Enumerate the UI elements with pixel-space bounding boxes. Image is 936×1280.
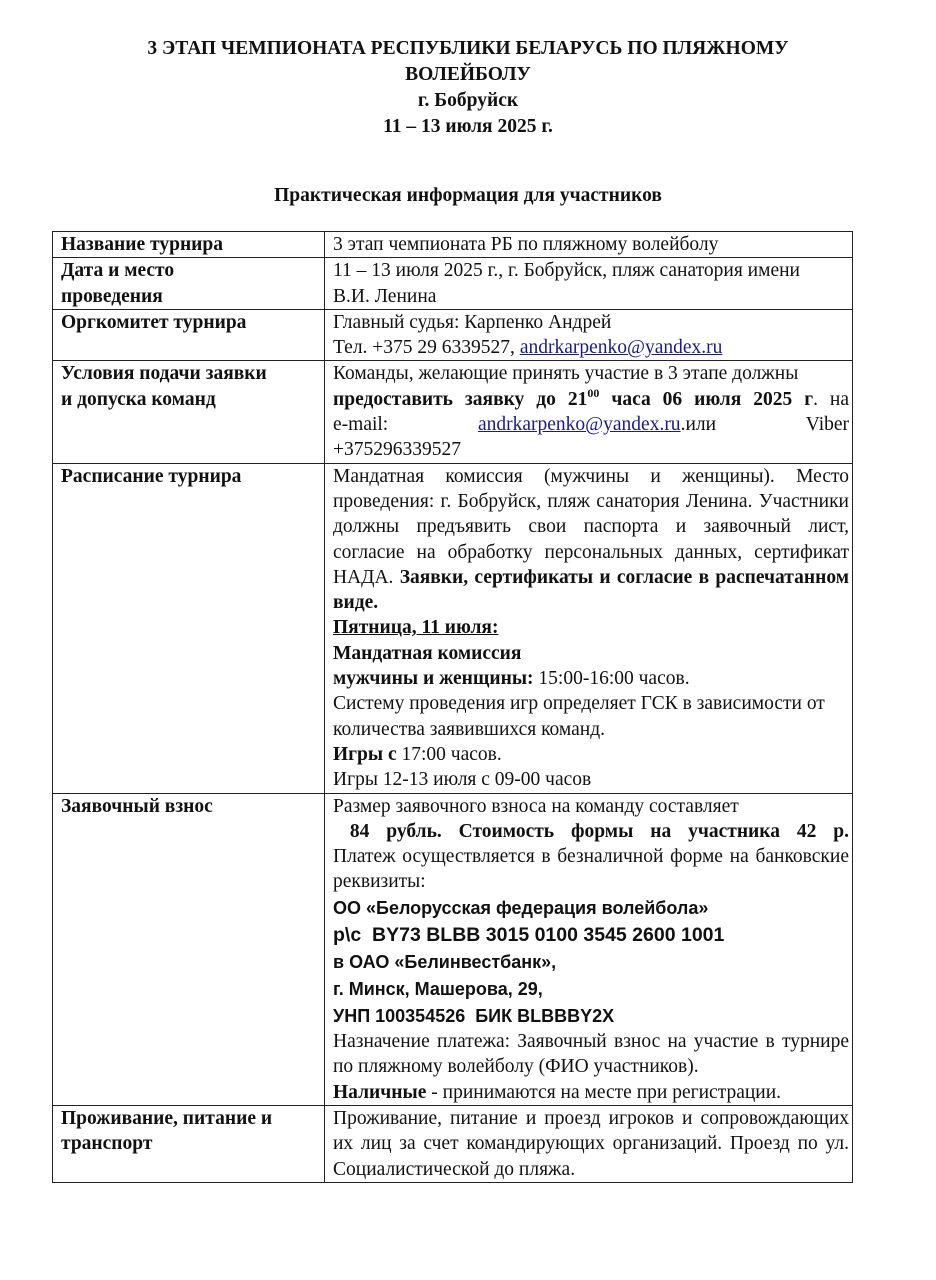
viber-number: +375296339527: [333, 439, 461, 461]
bank-org: ОО «Белорусская федерация волейбола»: [333, 897, 709, 918]
label-line: и допуска команд: [61, 388, 216, 410]
row-label: Название турнира: [53, 232, 325, 258]
dates: 11 – 13 июля 2025 г.: [383, 116, 553, 137]
row-label: [53, 258, 325, 310]
info-table: [52, 231, 853, 1183]
chief-judge: Главный судья: Карпенко Андрей: [333, 311, 612, 333]
fee-amount: 84 рубль. Стоимость формы на участника 42 р.: [333, 820, 849, 842]
label-line: Дата и место: [61, 260, 175, 282]
cash-note: [333, 1080, 849, 1105]
row-label: [53, 1105, 325, 1182]
table-row-tournament-name: [53, 232, 853, 258]
table-row-entry-fee: [53, 793, 853, 1105]
viber-label: Viber: [805, 414, 850, 436]
schedule-intro: [333, 464, 849, 616]
city: г. Бобруйск: [417, 90, 519, 111]
label-line: Проживание, питание и: [61, 1107, 273, 1129]
bank-address: г. Минск, Машерова, 29,: [333, 978, 543, 999]
row-value: [325, 361, 853, 463]
row-label: [53, 361, 325, 463]
cash-text: - принимаются на месте при регистрации.: [426, 1081, 782, 1103]
deadline-tail: . на: [813, 388, 850, 410]
row-value: [325, 463, 853, 793]
email-link[interactable]: andrkarpenko@yandex.ru: [519, 337, 723, 359]
deadline-bold-2: часа 06 июля 2025 г: [599, 388, 814, 410]
value-line: В.И. Ленина: [333, 285, 437, 307]
table-row-date-place: [53, 258, 853, 310]
row-value: [325, 258, 853, 310]
fee-line: Размер заявочного взноса на команду составляет: [333, 795, 739, 817]
title-line-2: ВОЛЕЙБОЛУ: [405, 64, 531, 85]
table-row-org-committee: [53, 309, 853, 361]
row-value: [325, 309, 853, 361]
games-bold: Игры с: [333, 743, 397, 765]
system-text: Систему проведения игр определяет ГСК в зависимости от количества заявившихся команд.: [333, 693, 825, 740]
email-link[interactable]: andrkarpenko@yandex.ru: [477, 414, 681, 436]
bank-codes: УНП 100354526 БИК BLBBBY2X: [333, 1005, 615, 1026]
label-line: Условия подачи заявки: [61, 363, 267, 385]
commission-time-text: 15:00-16:00 часов.: [533, 668, 690, 690]
row-value: [325, 793, 853, 1105]
label-line: проведения: [61, 285, 163, 307]
games-time: 17:00 часов.: [396, 743, 502, 765]
commission-heading: Мандатная комиссия: [333, 642, 522, 664]
games-start: [333, 742, 849, 767]
bank-name: в ОАО «Белинвестбанк»,: [333, 952, 557, 973]
value-line: 11 – 13 июля 2025 г., г. Бобруйск, пляж санатория имени: [333, 260, 800, 282]
payment-purpose: Назначение платежа: Заявочный взнос на участие в турнире по пляжному волейболу (ФИО участников).: [333, 1031, 849, 1078]
title-line-1: 3 ЭТАП ЧЕМПИОНАТА РЕСПУБЛИКИ БЕЛАРУСЬ ПО ПЛЯЖНОМУ: [147, 38, 789, 59]
value-line: Команды, желающие принять участие в 3 этапе должны: [333, 363, 799, 385]
row-label: Заявочный взнос: [53, 793, 325, 1105]
commission-time: [333, 666, 849, 691]
payment-text: Платеж осуществляется в безналичной форме на банковские реквизиты:: [333, 846, 849, 893]
table-row-schedule: [53, 463, 853, 793]
subtitle: Практическая информация для участников: [274, 185, 662, 206]
document-header: [0, 36, 936, 140]
label-line: транспорт: [61, 1133, 153, 1155]
cash-bold: Наличные: [333, 1081, 427, 1103]
email-label: e-mail:: [333, 414, 389, 436]
row-value: Проживание, питание и проезд игроков и сопровождающих их лиц за счет командирующих организаций. Проезд по ул. Социалистической до пляжа.: [325, 1105, 853, 1182]
bank-account: р\с BY73 BLBB 3015 0100 3545 2600 1001: [333, 924, 725, 947]
contact-line: [333, 335, 849, 360]
deadline-line: [333, 387, 849, 412]
row-label: Оргкомитет турнира: [53, 309, 325, 361]
deadline-bold: предоставить заявку до 21: [333, 388, 588, 410]
games-next: Игры 12-13 июля с 09-00 часов: [333, 769, 592, 791]
intro-bold: Заявки, сертификаты и согласие в распечатанном виде.: [333, 566, 849, 614]
commission-bold: мужчины и женщины:: [333, 668, 534, 690]
intro-text: Мандатная комиссия (мужчины и женщины). Место проведения: г. Бобруйск, пляж санатория Ленина. Участники должны предъявить свои паспорта и заявочный лист, согласие на обработку персональных данных, сертификат НАДА.: [333, 465, 849, 588]
table-row-application-conditions: [53, 361, 853, 463]
day-heading: Пятница, 11 июля:: [333, 617, 499, 639]
table-row-accommodation: [53, 1105, 853, 1182]
deadline-superscript: 00: [587, 385, 600, 400]
row-label: Расписание турнира: [53, 463, 325, 793]
email-line: [333, 412, 849, 437]
email-tail: .или: [680, 414, 717, 436]
phone: Тел. +375 29 6339527,: [333, 337, 520, 359]
row-value: 3 этап чемпионата РБ по пляжному волейболу: [325, 232, 853, 258]
